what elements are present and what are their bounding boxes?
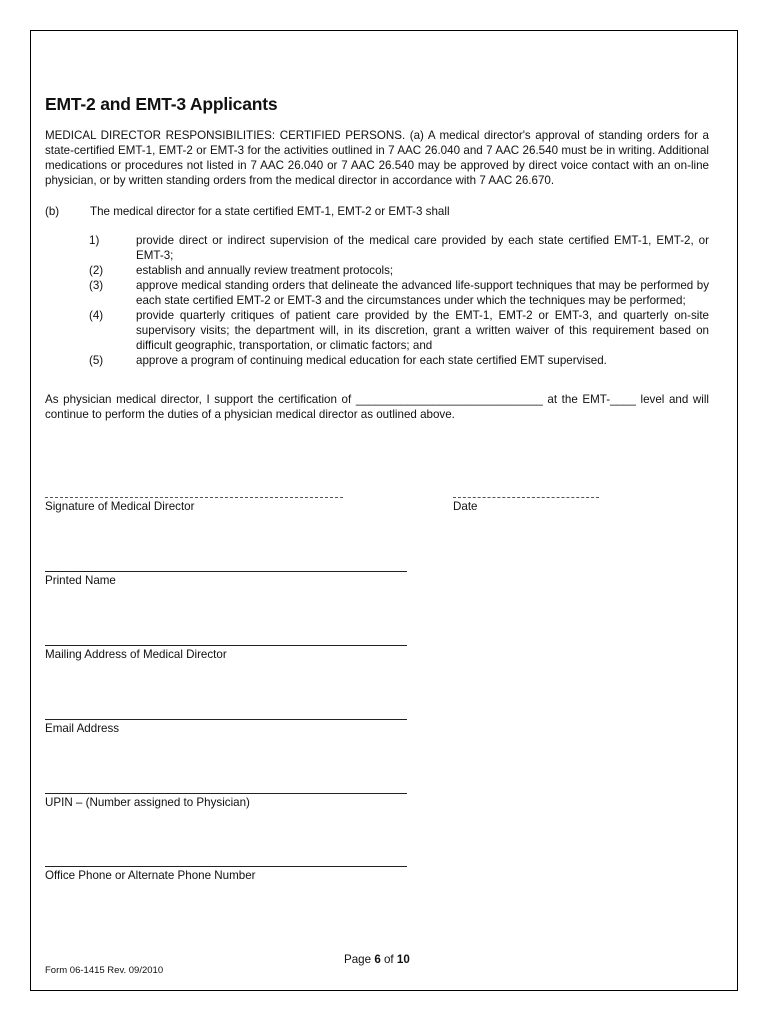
phone-line[interactable] xyxy=(45,866,407,867)
mailing-address-line[interactable] xyxy=(45,645,407,646)
duties-list xyxy=(89,233,709,368)
upin-line[interactable] xyxy=(45,793,407,794)
list-item xyxy=(89,263,709,278)
list-item-text: provide quarterly critiques of patient care provided by the EMT-1, EMT-2 or EMT-3, and quarterly on-site supervisory visits; the department will, in its discretion, grant a written waiver of this requirement based on difficult geographic, transportation, or climatic factors; and xyxy=(136,309,709,352)
list-item-number: (5) xyxy=(89,354,104,367)
page-prefix: Page xyxy=(344,953,375,966)
mailing-address-label: Mailing Address of Medical Director xyxy=(45,648,227,661)
list-item-number: (3) xyxy=(89,279,104,292)
phone-label: Office Phone or Alternate Phone Number xyxy=(45,869,256,882)
list-item-number: 1) xyxy=(89,234,100,247)
form-id: Form 06-1415 Rev. 09/2010 xyxy=(45,965,164,976)
list-item-text: provide direct or indirect supervision of the medical care provided by each state certified EMT-1, EMT-2, or EMT-3; xyxy=(136,234,709,262)
list-item-number: (4) xyxy=(89,309,104,322)
section-b xyxy=(45,204,709,219)
list-item-text: approve medical standing orders that delineate the advanced life-support techniques that may be performed by each state certified EMT-2 or EMT-3 and the circumstances under which the techniques may be performed; xyxy=(136,279,709,307)
support-statement: As physician medical director, I support the certification of _____________________________ at the EMT-____ level and will continue to perform the duties of a physician medical director as outlined above. xyxy=(45,393,709,421)
intro-paragraph: MEDICAL DIRECTOR RESPONSIBILITIES: CERTIFIED PERSONS. (a) A medical director's approval of standing orders for a state-certified EMT-1, EMT-2 or EMT-3 for the activities outlined in 7 AAC 26.040 and 7 AAC 26.540 must be in writing. Additional medications or procedures not listed in 7 AAC 26.040 or 7 AAC 26.540 may be approved by direct voice contact with an on-line physician, or by written standing orders from the medical director in accordance with 7 AAC 26.670. xyxy=(45,129,709,187)
document-body xyxy=(45,93,709,422)
list-item-text: approve a program of continuing medical education for each state certified EMT supervised. xyxy=(136,354,607,367)
email-line[interactable] xyxy=(45,719,407,720)
date-line[interactable] xyxy=(453,497,599,498)
printed-name-label: Printed Name xyxy=(45,574,116,587)
signature-label: Signature of Medical Director xyxy=(45,500,195,513)
section-b-text: The medical director for a state certified EMT-1, EMT-2 or EMT-3 shall xyxy=(90,205,450,218)
upin-label: UPIN – (Number assigned to Physician) xyxy=(45,796,250,809)
list-item-number: (2) xyxy=(89,264,104,277)
page-of: of xyxy=(380,953,397,966)
list-item xyxy=(89,353,709,368)
signature-line[interactable] xyxy=(45,497,343,498)
list-item xyxy=(89,308,709,353)
page-current: 6 xyxy=(374,953,381,966)
list-item xyxy=(89,233,709,263)
page-total: 10 xyxy=(396,953,410,966)
email-label: Email Address xyxy=(45,722,120,735)
page-number xyxy=(344,953,410,966)
date-label: Date xyxy=(453,500,478,513)
list-item xyxy=(89,278,709,308)
list-item-text: establish and annually review treatment protocols; xyxy=(136,264,394,277)
page-title: EMT-2 and EMT-3 Applicants xyxy=(45,94,278,114)
printed-name-line[interactable] xyxy=(45,571,407,572)
section-b-label: (b) xyxy=(45,205,60,218)
